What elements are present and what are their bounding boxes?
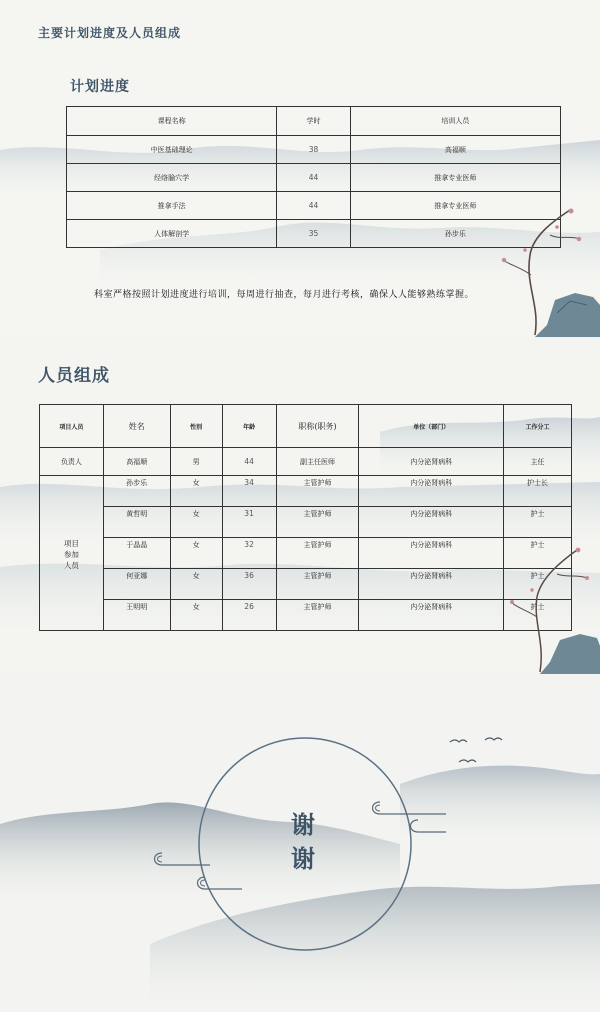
course-cell: 推拿手法 xyxy=(67,192,277,220)
table-row xyxy=(40,507,572,538)
gender-cell: 女 xyxy=(170,600,222,631)
header-cell: 年龄 xyxy=(222,405,276,448)
gender-cell: 女 xyxy=(170,476,222,507)
gender-cell: 女 xyxy=(170,538,222,569)
trainer-cell: 孙步乐 xyxy=(350,220,560,248)
name-cell: 黄哲明 xyxy=(103,507,170,538)
age-cell: 26 xyxy=(222,600,276,631)
cloud-swirl-icon xyxy=(150,849,245,895)
page-title: 主要计划进度及人员组成 xyxy=(38,26,182,40)
gender-cell: 女 xyxy=(170,569,222,600)
duty-cell: 护士 xyxy=(504,538,572,569)
age-cell: 31 xyxy=(222,507,276,538)
trainer-cell: 推拿专业医师 xyxy=(350,192,560,220)
age-cell: 36 xyxy=(222,569,276,600)
plum-branch-icon xyxy=(495,205,600,337)
plum-branch-icon xyxy=(505,542,600,674)
header-cell: 课程名称 xyxy=(67,107,277,136)
gender-cell: 男 xyxy=(170,448,222,476)
trainer-cell: 高福顺 xyxy=(350,136,560,164)
plan-table xyxy=(66,106,561,248)
course-cell: 经络腧穴学 xyxy=(67,164,277,192)
table-row xyxy=(67,220,561,248)
header-cell: 性别 xyxy=(170,405,222,448)
name-cell: 何亚娜 xyxy=(103,569,170,600)
slide-thanks xyxy=(0,674,600,1012)
title-cell: 主管护师 xyxy=(276,538,359,569)
table-row xyxy=(67,192,561,220)
table-row xyxy=(40,538,572,569)
duty-cell: 护士 xyxy=(504,569,572,600)
rock-icon xyxy=(540,634,600,674)
title-cell: 主管护师 xyxy=(276,476,359,507)
staff-table xyxy=(39,404,572,631)
dept-cell: 内分泌肾病科 xyxy=(359,507,504,538)
age-cell: 34 xyxy=(222,476,276,507)
table-header-row xyxy=(67,107,561,136)
birds-icon xyxy=(445,736,505,776)
duty-cell: 护士 xyxy=(504,600,572,631)
title-cell: 主管护师 xyxy=(276,569,359,600)
table-row xyxy=(40,569,572,600)
gender-cell: 女 xyxy=(170,507,222,538)
hours-cell: 35 xyxy=(277,220,350,248)
hours-cell: 44 xyxy=(277,164,350,192)
plan-section-title: 计划进度 xyxy=(70,79,130,95)
dept-cell: 内分泌肾病科 xyxy=(359,448,504,476)
hours-cell: 38 xyxy=(277,136,350,164)
role-cell xyxy=(40,476,104,631)
thanks-char-2: 谢 xyxy=(291,845,315,873)
header-cell: 工作分工 xyxy=(504,405,572,448)
thanks-char-1: 谢 xyxy=(291,811,315,839)
slide-plan xyxy=(0,0,600,337)
cloud-swirl-icon xyxy=(368,798,448,834)
age-cell: 32 xyxy=(222,538,276,569)
header-cell: 姓名 xyxy=(103,405,170,448)
dept-cell: 内分泌肾病科 xyxy=(359,476,504,507)
slide-staff xyxy=(0,337,600,674)
trainer-cell: 推拿专业医师 xyxy=(350,164,560,192)
name-cell: 于晶晶 xyxy=(103,538,170,569)
staff-section-title: 人员组成 xyxy=(38,366,110,386)
name-cell: 孙步乐 xyxy=(103,476,170,507)
dept-cell: 内分泌肾病科 xyxy=(359,600,504,631)
role-cell: 负责人 xyxy=(40,448,104,476)
header-cell: 单位（部门） xyxy=(359,405,504,448)
title-cell: 主管护师 xyxy=(276,507,359,538)
name-cell: 王明明 xyxy=(103,600,170,631)
duty-cell: 主任 xyxy=(504,448,572,476)
header-cell: 学时 xyxy=(277,107,350,136)
course-cell: 中医基础理论 xyxy=(67,136,277,164)
dept-cell: 内分泌肾病科 xyxy=(359,569,504,600)
header-cell: 培训人员 xyxy=(350,107,560,136)
duty-cell: 护士 xyxy=(504,507,572,538)
duty-cell: 护士长 xyxy=(504,476,572,507)
rock-icon xyxy=(535,293,600,337)
course-cell: 人体解剖学 xyxy=(67,220,277,248)
table-row xyxy=(40,448,572,476)
header-cell: 职称(职务) xyxy=(276,405,359,448)
table-row xyxy=(40,476,572,507)
hours-cell: 44 xyxy=(277,192,350,220)
table-row xyxy=(67,164,561,192)
table-row xyxy=(40,600,572,631)
table-header-row xyxy=(40,405,572,448)
dept-cell: 内分泌肾病科 xyxy=(359,538,504,569)
title-cell: 主管护师 xyxy=(276,600,359,631)
name-cell: 高福顺 xyxy=(103,448,170,476)
header-cell: 项目人员 xyxy=(40,405,104,448)
training-note: 科室严格按照计划进度进行培训，每周进行抽查，每月进行考核，确保人人能够熟练掌握。 xyxy=(94,290,475,300)
member-label: 项目 参加 人员 xyxy=(63,538,79,570)
age-cell: 44 xyxy=(222,448,276,476)
table-row xyxy=(67,136,561,164)
title-cell: 副主任医师 xyxy=(276,448,359,476)
